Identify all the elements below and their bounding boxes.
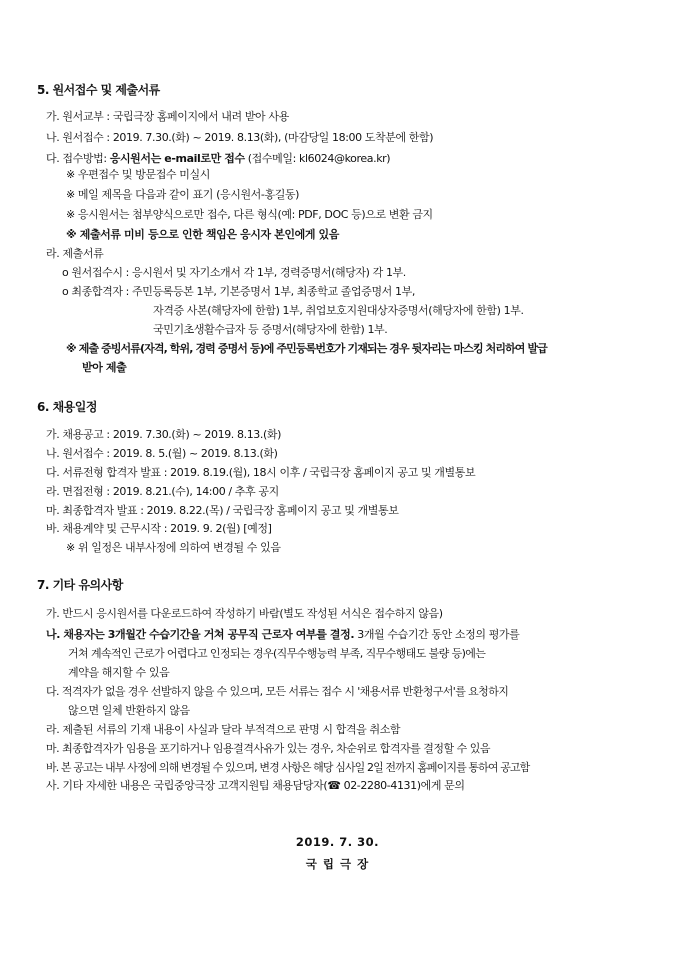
- sec5-doc-applicant: o 원서접수시 : 응시원서 및 자기소개서 각 1부, 경력증명서(해당자) 각 1부.: [62, 266, 406, 279]
- sec5-note-3: ※ 응시원서는 첨부양식으로만 접수, 다른 형식(예: PDF, DOC 등)으로 변환 금지: [66, 208, 433, 221]
- sec6-item-4: 라. 면접전형 : 2019. 8.21.(수), 14:00 / 추후 공지: [46, 485, 279, 498]
- sec5-item-ra: 라. 제출서류: [46, 247, 104, 260]
- sec5-item-da-suffix: (접수메일: kl6024@korea.kr): [244, 152, 391, 165]
- sec5-doc-final-3: 국민기초생활수급자 등 증명서(해당자에 한함) 1부.: [153, 323, 388, 336]
- sec7-item-na-line-3: 계약을 해지할 수 있음: [68, 666, 170, 679]
- sec5-note-bold: ※ 제출서류 미비 등으로 인한 책임은 응시자 본인에게 있음: [66, 228, 339, 241]
- sec7-item-da-line-2: 않으면 일체 반환하지 않음: [68, 704, 190, 717]
- sec5-item-ga: 가. 원서교부 : 국립극장 홈페이지에서 내려 받아 사용: [46, 110, 289, 123]
- sec5-doc-final-2: 자격증 사본(해당자에 한함) 1부, 취업보호지원대상자증명서(해당자에 한함) 1부.: [153, 304, 524, 317]
- section-5-heading: 5. 원서접수 및 제출서류: [37, 83, 160, 97]
- sec5-warning-line-1: ※ 제출 증빙서류(자격, 학위, 경력 증명서 등)에 주민등록번호가 기재되는 경우 뒷자리는 마스킹 처리하여 발급: [66, 342, 547, 355]
- sec5-warning-line-2: 받아 제출: [82, 361, 127, 374]
- sec7-item-na-rest: 3개월 수습기간 동안 소정의 평가를: [354, 628, 520, 641]
- sec5-item-da-prefix: 다. 접수방법:: [46, 152, 110, 165]
- sec6-item-1: 가. 채용공고 : 2019. 7.30.(화) ~ 2019. 8.13.(화): [46, 428, 282, 441]
- sec5-doc-final-1: o 최종합격자 : 주민등록등본 1부, 기본증명서 1부, 최종학교 졸업증명서 1부,: [62, 285, 415, 298]
- sec7-item-ga: 가. 반드시 응시원서를 다운로드하여 작성하기 바람(별도 작성된 서식은 접수하지 않음): [46, 607, 443, 620]
- sec7-item-sa: 사. 기타 자세한 내용은 국립중앙극장 고객지원팀 채용담당자(☎ 02-2280-4131)에게 문의: [46, 779, 465, 792]
- sec6-item-6: 바. 채용계약 및 근무시작 : 2019. 9. 2(월) [예정]: [46, 522, 272, 535]
- sec5-item-da: [46, 152, 390, 166]
- sec6-note: ※ 위 일정은 내부사정에 의하여 변경될 수 있음: [66, 541, 281, 554]
- sec7-item-na-bold: 나. 채용자는 3개월간 수습기간을 거쳐 공무직 근로자 여부를 결정.: [46, 628, 355, 641]
- sec5-item-na: 나. 원서접수 : 2019. 7.30.(화) ~ 2019. 8.13(화), (마감당일 18:00 도착분에 한함): [46, 131, 434, 144]
- sec5-note-2: ※ 메일 제목을 다음과 같이 표기 (응시원서-홍길동): [66, 188, 300, 201]
- issuing-organization: 국 립 극 장: [305, 857, 370, 871]
- sec6-item-5: 마. 최종합격자 발표 : 2019. 8.22.(목) / 국립극장 홈페이지 공고 및 개별통보: [46, 504, 399, 517]
- notice-date: 2019. 7. 30.: [295, 835, 380, 849]
- sec5-item-da-bold: 응시원서는 e-mail로만 접수: [109, 152, 245, 165]
- sec7-item-da: 다. 적격자가 없을 경우 선발하지 않을 수 있으며, 모든 서류는 접수 시 '채용서류 반환청구서'를 요청하지: [46, 685, 509, 698]
- sec6-item-3: 다. 서류전형 합격자 발표 : 2019. 8.19.(월), 18시 이후 / 국립극장 홈페이지 공고 및 개별통보: [46, 466, 476, 479]
- section-6-heading: 6. 채용일정: [37, 400, 97, 414]
- sec7-item-na: [46, 628, 519, 642]
- sec5-note-1: ※ 우편접수 및 방문접수 미실시: [66, 168, 210, 181]
- sec7-item-ba: 바. 본 공고는 내부 사정에 의해 변경될 수 있으며, 변경 사항은 해당 심사일 2일 전까지 홈페이지를 통하여 공고함: [46, 761, 530, 774]
- sec6-item-2: 나. 원서접수 : 2019. 8. 5.(월) ~ 2019. 8.13.(화): [46, 447, 278, 460]
- sec7-item-ra: 라. 제출된 서류의 기재 내용이 사실과 달라 부적격으로 판명 시 합격을 취소함: [46, 723, 401, 736]
- sec7-item-na-line-2: 거쳐 계속적인 근로가 어렵다고 인정되는 경우(직무수행능력 부족, 직무수행태도 불량 등)에는: [68, 647, 486, 660]
- section-7-heading: 7. 기타 유의사항: [37, 578, 123, 592]
- sec7-item-ma: 마. 최종합격자가 임용을 포기하거나 임용결격사유가 있는 경우, 차순위로 합격자를 결정할 수 있음: [46, 742, 490, 755]
